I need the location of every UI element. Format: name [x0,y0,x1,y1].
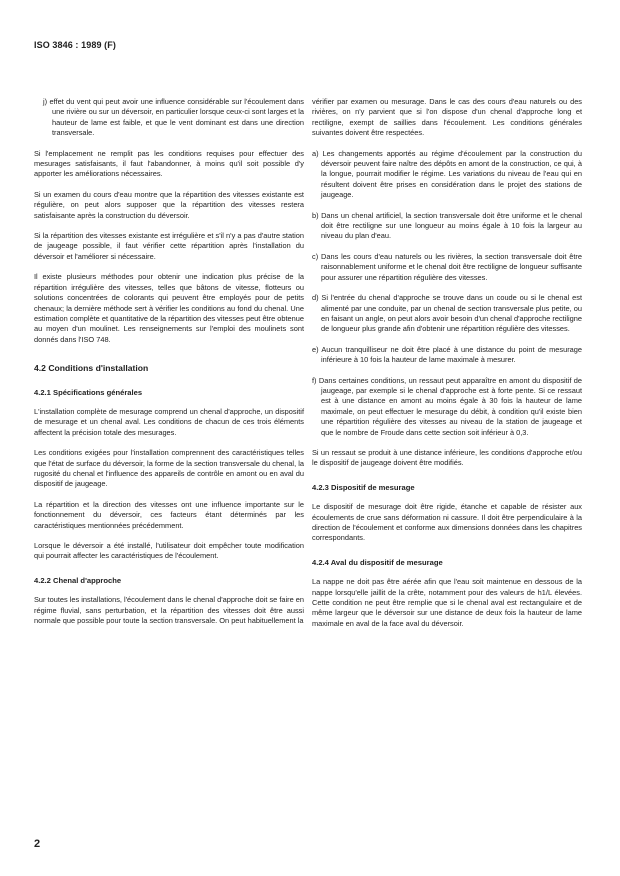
list-item-b: b) Dans un chenal artificiel, la section transversale doit être uniforme et le chenal doit être rectiligne sur une longueur au moins égale à 10 fois la largeur au niveau du plan d'eau. [312,210,582,241]
paragraph: Les conditions exigées pour l'installation comprennent des caractéristiques telles que l'état de surface du déversoir, la forme de la section transversale du chenal, la rugosité du chenal et l'influence des appareils de contrôle en amont ou en aval du dispositif de jaugeage. [34,448,304,489]
paragraph: La répartition et la direction des vitesses ont une influence importante sur le fonctionnement du déversoir, ces facteurs étant déterminés par les caractéristiques mentionnées précédemment. [34,499,304,530]
list-item-c: c) Dans les cours d'eau naturels ou les rivières, la section transversale doit être raisonnablement uniforme et le chenal doit être rectiligne de longueur suffisante pour assurer une répartition régulière des vitesses. [312,251,582,282]
list-item-a: a) Les changements apportés au régime d'écoulement par la construction du déversoir peuvent faire naître des dépôts en amont de la construction, ce qui, à la longue, pourrait modifier le régime. Les variations du niveau de l'eau qui en résultent doivent être prises en considération dans le projet des stations de jaugeage. [312,148,582,200]
document-header: ISO 3846 : 1989 (F) [34,40,116,50]
section-heading-4-2-3: 4.2.3 Dispositif de mesurage [312,482,415,492]
section-heading-4-2-2: 4.2.2 Chenal d'approche [34,575,122,585]
paragraph: Si un examen du cours d'eau montre que la répartition des vitesses existante est régulière, on peut alors supposer que la répartition des vitesses restera satisfaisante après la construction du déversoir. [34,189,304,220]
section-heading-4-2-1: 4.2.1 Spécifications générales [34,387,143,397]
paragraph: Si l'emplacement ne remplit pas les conditions requises pour effectuer des mesurages satisfaisants, il faut l'abandonner, à moins qu'il soit possible d'y apporter les améliorations nécessaires. [34,148,304,179]
paragraph: La nappe ne doit pas être aérée afin que l'eau soit maintenue en dessous de la nappe lorsqu'elle jaillit de la crête, notamment pour des valeurs de h1/L élevées. Cette condition ne peut être remplie que si le chenal aval est rectangulaire et de même largeur que le déversoir sur une distance de deux fois la hauteur de lame maximale en aval de la face aval du déversoir. [312,577,582,628]
paragraph: Le dispositif de mesurage doit être rigide, étanche et capable de résister aux écoulements de crue sans déformation ni cassure. Il doit être perpendiculaire à la direction de l'écoulement et conforme aux dimensions données dans les chapitres correspondants. [312,502,582,543]
left-column [34,97,304,636]
list-item-d: d) Si l'entrée du chenal d'approche se trouve dans un coude ou si le chenal est alimenté par une conduite, par un chenal de section transversale plus petite, ou en faisant un angle, on peut alors avoir besoin d'un chenal d'approche rectiligne de longueur plus grande afin d'obtenir une répartition régulière des vitesses. [312,293,582,334]
paragraph: Il existe plusieurs méthodes pour obtenir une indication plus précise de la répartition irrégulière des vitesses, telles que bâtons de vitesse, flotteurs ou solutions concentrées de colorants qui peuvent être employés pour de petits chenaux; la dernière méthode sert à vérifier les conditions au fond du chenal. Une estimation complète et quantitative de la répartition des vitesses peut être obtenue au moyen d'un moulinet. Les renseignements sur l'emploi des moulinets sont donnés dans l'ISO 748. [34,272,304,344]
section-heading-4-2-4: 4.2.4 Aval du dispositif de mesurage [312,557,443,567]
list-item-f: f) Dans certaines conditions, un ressaut peut apparaître en amont du dispositif de jaugeage, par exemple si le chenal d'approche est à forte pente. Si ce ressaut est à une distance en amont au moins égale à 30 fois la hauteur de lame maximale, on peut effectuer le mesurage du débit, à condition qu'il existe bien une répartition régulière des vitesses au niveau de la station de jaugeage et que le nombre de Froude dans cette section soit inférieur à 0,3. [312,375,582,437]
page-number: 2 [34,838,41,850]
paragraph: Si un ressaut se produit à une distance inférieure, les conditions d'approche et/ou le dispositif de jaugeage doivent être modifiés. [312,447,582,468]
right-column [312,97,582,639]
paragraph: Sur toutes les installations, l'écoulement dans le chenal d'approche doit se faire en régime fluvial, sans perturbation, et la répartition des vitesses doit être aussi normale que possible pour toute la section transversale. On peut habituellement la [34,595,304,626]
paragraph: L'installation complète de mesurage comprend un chenal d'approche, un dispositif de mesurage et un chenal aval. Les conditions de chacun de ces trois éléments affectent la précision totale des mesurages. [34,406,304,437]
section-heading-4-2: 4.2 Conditions d'installation [34,363,149,374]
list-item-j: j) effet du vent qui peut avoir une influence considérable sur l'écoulement dans une rivière ou sur un déversoir, en particulier lorsque ceux-ci sont larges et la hauteur de lame est faible, et que le vent dominant est dans une direction transversale. [43,97,304,138]
list-item-e: e) Aucun tranquilliseur ne doit être placé à une distance du point de mesurage inférieure à 10 fois la hauteur de lame maximale à mesurer. [312,344,582,365]
paragraph: Si la répartition des vitesses existante est irrégulière et s'il n'y a pas d'autre station de jaugeage possible, il faut vérifier cette répartition après l'installation du déversoir et l'améliorer si nécessaire. [34,231,304,261]
paragraph: Lorsque le déversoir a été installé, l'utilisateur doit empêcher toute modification qui pourrait affecter les caractéristiques de l'écoulement. [34,541,304,561]
paragraph: vérifier par examen ou mesurage. Dans le cas des cours d'eau naturels ou des rivières, on n'y parvient que si l'on dispose d'un chenal d'approche long et rectiligne, exempt de saillies dans l'écoulement. Les conditions générales suivantes doivent être respectées. [312,97,582,138]
